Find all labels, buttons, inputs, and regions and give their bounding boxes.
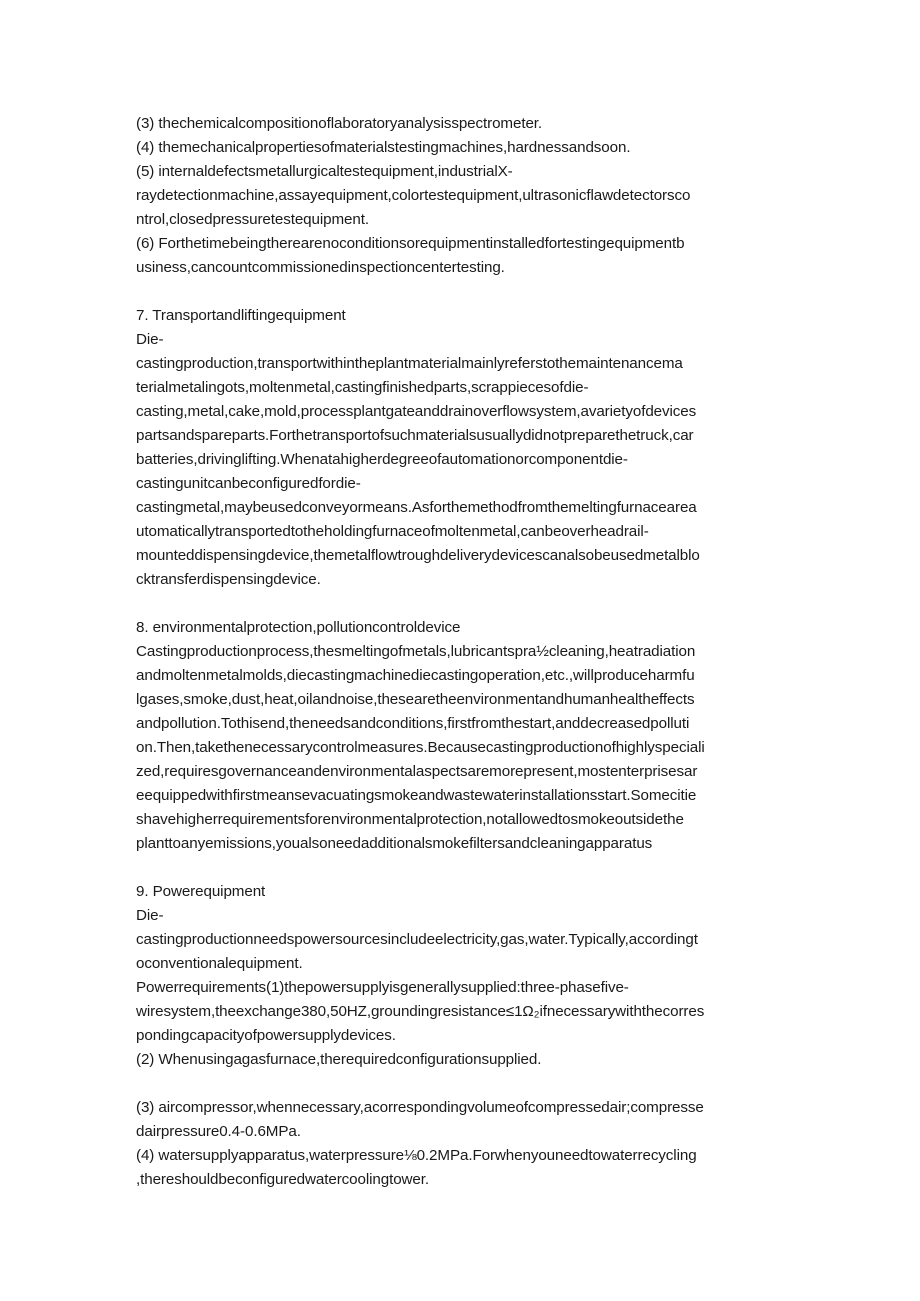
text-line: andmoltenmetalmolds,diecastingmachinediecastingoperation,etc.,willproduceharmfu bbox=[136, 667, 695, 684]
text-line: cktransferdispensingdevice. bbox=[136, 571, 321, 588]
text-line: (3) aircompressor,whennecessary,acorrespondingvolumeofcompressedair;compresse bbox=[136, 1099, 704, 1116]
text-line: Die- bbox=[136, 907, 164, 924]
text-line: Powerrequirements(1)thepowersupplyisgenerallysupplied:three-phasefive- bbox=[136, 979, 629, 996]
text-line: castingmetal,maybeusedconveyormeans.Asforthemethodfromthemeltingfurnacearea bbox=[136, 499, 697, 516]
text-line: (6) Forthetimebeingtherearenoconditionsorequipmentinstalledfortestingequipmentb bbox=[136, 235, 685, 252]
text-line: lgases,smoke,dust,heat,oilandnoise,thesearetheenvironmentandhumanhealtheffects bbox=[136, 691, 695, 708]
text-line: (4) watersupplyapparatus,waterpressure⅛0.2MPa.Forwhenyouneedtowaterrecycling bbox=[136, 1147, 697, 1164]
text-line: 9. Powerequipment bbox=[136, 883, 266, 900]
text-line: usiness,cancountcommissionedinspectioncentertesting. bbox=[136, 259, 505, 276]
text-line: shavehigherrequirementsforenvironmentalprotection,notallowedtosmokeoutsidethe bbox=[136, 811, 684, 828]
text-line: eequippedwithfirstmeansevacuatingsmokeandwastewaterinstallationsstart.Somecitie bbox=[136, 787, 697, 804]
text-line: (5) internaldefectsmetallurgicaltestequipment,industrialX- bbox=[136, 163, 513, 180]
text-line: planttoanyemissions,youalsoneedadditionalsmokefiltersandcleaningapparatus bbox=[136, 835, 653, 852]
document-body bbox=[136, 112, 786, 1192]
text-line: 7. Transportandliftingequipment bbox=[136, 307, 346, 324]
text-line: Castingproductionprocess,thesmeltingofmetals,lubricantspra½cleaning,heatradiation bbox=[136, 643, 696, 660]
blank-line bbox=[136, 592, 786, 616]
text-line: mounteddispensingdevice,themetalflowtroughdeliverydevicescanalsobeusedmetalblo bbox=[136, 547, 700, 564]
text-line: 8. environmentalprotection,pollutioncontroldevice bbox=[136, 619, 461, 636]
text-line: andpollution.Tothisend,theneedsandconditions,firstfromthestart,anddecreasedpolluti bbox=[136, 715, 690, 732]
text-line: zed,requiresgovernanceandenvironmentalaspectsaremorepresent,mostenterprisesar bbox=[136, 763, 698, 780]
text-line: Die- bbox=[136, 331, 164, 348]
text-line: partsandspareparts.Forthetransportofsuchmaterialsusuallydidnotpreparethetruck,car bbox=[136, 427, 694, 444]
text-line: wiresystem,theexchange380,50HZ,groundingresistance≤1Ω₂ifnecessarywiththecorres bbox=[136, 1003, 705, 1020]
text-line: utomaticallytransportedtotheholdingfurnaceofmoltenmetal,canbeoverheadrail- bbox=[136, 523, 649, 540]
text-line: castingproductionneedspowersourcesincludeelectricity,gas,water.Typically,accordingt bbox=[136, 931, 698, 948]
blank-line bbox=[136, 280, 786, 304]
text-line: raydetectionmachine,assayequipment,colortestequipment,ultrasonicflawdetectorsco bbox=[136, 187, 691, 204]
text-line: (3) thechemicalcompositionoflaboratoryanalysisspectrometer. bbox=[136, 115, 543, 132]
blank-line bbox=[136, 856, 786, 880]
text-line: batteries,drivinglifting.Whenatahigherdegreeofautomationorcomponentdie- bbox=[136, 451, 628, 468]
text-line: dairpressure0.4-0.6MPa. bbox=[136, 1123, 301, 1140]
text-line: (2) Whenusingagasfurnace,therequiredconfigurationsupplied. bbox=[136, 1051, 542, 1068]
text-line: (4) themechanicalpropertiesofmaterialstestingmachines,hardnessandsoon. bbox=[136, 139, 631, 156]
text-line: ntrol,closedpressuretestequipment. bbox=[136, 211, 369, 228]
text-line: ,thereshouldbeconfiguredwatercoolingtower. bbox=[136, 1171, 429, 1188]
text-line: oconventionalequipment. bbox=[136, 955, 303, 972]
text-line: castingunitcanbeconfiguredfordie- bbox=[136, 475, 361, 492]
blank-line bbox=[136, 1072, 786, 1096]
text-line: on.Then,takethenecessarycontrolmeasures.Becausecastingproductionofhighlyspeciali bbox=[136, 739, 705, 756]
text-line: castingproduction,transportwithintheplantmaterialmainlyreferstothemaintenancema bbox=[136, 355, 683, 372]
text-line: terialmetalingots,moltenmetal,castingfinishedparts,scrappiecesofdie- bbox=[136, 379, 589, 396]
text-line: casting,metal,cake,mold,processplantgateanddrainoverflowsystem,avarietyofdevices bbox=[136, 403, 697, 420]
text-line: pondingcapacityofpowersupplydevices. bbox=[136, 1027, 396, 1044]
